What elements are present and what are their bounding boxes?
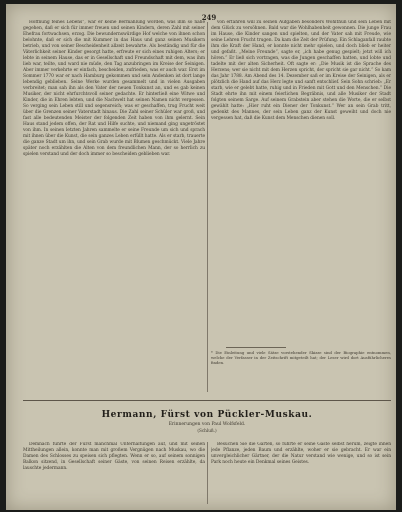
right-column-text	[211, 20, 391, 394]
bottom-left-column	[23, 442, 205, 504]
newspaper-page	[6, 4, 396, 510]
left-column-paragraph: Hoffnung feines Lebens“, war er keine Bermählung worden, was ihm so nahe gegehen, daß er sich für immer freuen und seinen Kindern, deren Zahl mit seiner Ehefrau fortwachsen, erzog. Die bewundernswürdige Hof welche von ihnen schon belohnte, daß er sich die mit Kummer in das Haus und ganz seinen Musikern betrieb, und von seiner Bescheidenheit allzeit bewahrte. Als beständig und für die Väterlichkeit seiner Kinder gesorgt hatte, erfreute er sich eines ruhigen Alters; er lebte in seinem Hause, das er in Gesellschaft und Freundschaft mit dem, was ihm lieb war, teilte, und ward nie müde, den Tag anzubringen im Kreise der Seinigen. Aber immer verkehrte er einfach, bescheiden, zufrieden, was er auch war. Erst im Sommer 1770 war er nach Hamburg gekommen und sein Andenken ist dort lange lebendig geblieben. Seine Werke wurden gesammelt und in vielen Ausgaben verbreitet; man sah ihn als den Vater der neuen Tonkunst an, und es gab keinen Musiker, der nicht ehrfurchtsvoll seiner gedachte. Er hinterließ eine Witwe und Kinder, die in Ehren lebten, und die Nachwelt hat seinen Namen nicht vergessen. So verging sein Leben still und segensreich; was er geschaffen, trug Frucht weit über die Grenzen seiner Vaterstadt hinaus. Die Zahl seiner Schüler war groß, und fast alle bedeutenden Meister der folgenden Zeit haben von ihm gelernt. Sein Haus stand jedem offen, der Rat und Hilfe suchte, und niemand ging ungetröstet von ihm. In seinen letzten Jahren sammelte er seine Freunde um sich und sprach mit ihnen über die Kunst, die sein ganzes Leben erfüllt hatte. Als er starb, trauerte die ganze Stadt um ihn, und sein Grab wurde mit Blumen geschmückt. Viele Jahre später noch erzählten die Alten von dem freundlichen Mann, der so herrlich zu spielen verstand und der doch immer so bescheiden geblieben war.	[23, 20, 205, 157]
article-note: (Schluß.)	[197, 428, 217, 433]
bottom-left-paragraph: Demnach führte der Fürst manchmal Unterhaltungen auf, und mit seinen Mittheilungen allein, konnte man mit großem Vergnügen nach Muskau, wo die Damen des Schlosses zu speisen sich pflegten. Wenn er so, auf seinem sonnigen Balkon sitzend, in Gesellschaft seiner Gäste, von seinen Reisen erzählte, da lauschte jedermann.	[23, 442, 205, 471]
section-rule	[23, 400, 391, 401]
article-subtitle: Erinnerungen von Paul Wolfsfeld.	[168, 422, 246, 427]
footnote: * Die Einleitung und viele Sätze vorstehender Skizze sind der Biographie entnommen, welche der Verfasser in der Zeitschrift mitgeteilt hat; der Leser wird dort Ausführlicheres finden.	[211, 350, 391, 365]
page-number: 249	[201, 13, 217, 22]
column-divider	[207, 22, 208, 392]
right-column-paragraph: von erfahren will zu seinen Aufgaben besonders Wohlthun und sein Leben mit dem Glück zu versöhnen. Bald war die Wohlhabenheit gewonnen. Die junge Frau im Hause, die Kinder sangen und spielten, und der Vater sah mit Freude, wie seine Lehren Frucht trugen. Da kam die Zeit der Prüfung. Ein Schlaganfall raubte ihm die Kraft der Hand, er konnte nicht mehr spielen, und doch blieb er heiter und gefaßt. „Meine Freunde“, sagte er, „ich habe genug gespielt; jetzt will ich hören.“ Er ließ sich vortragen, was die Jungen geschaffen hatten, und lobte und tadelte mit der alten Sicherheit. Oft sagte er: „Die Musik ist die Sprache des Herzens; wer sie nicht mit dem Herzen spricht, der spricht sie gar nicht.“ So kam das Jahr 1788. Am Abend des 14. Dezember saß er im Kreise der Seinigen, als er plötzlich die Hand auf das Herz legte und sanft entschlief. Sein Sohn schrieb: „Er starb, wie er gelebt hatte, ruhig und in Frieden mit Gott und den Menschen.“ Die Stadt ehrte ihn mit einem feierlichen Begräbnis, und alle Musiker der Stadt folgten seinem Sarge. Auf seinem Grabstein aber stehen die Worte, die er selbst gewählt hatte: „Hier ruht ein Diener der Tonkunst.“ Wer an sein Grab tritt, gedenkt des Mannes, der sein Leben ganz der Kunst geweiht und doch nie vergessen hat, daß die Kunst dem Menschen dienen soll.	[211, 20, 391, 121]
article-title: Hermann, Fürst von Pückler-Muskau.	[101, 410, 313, 420]
footnote-rule	[226, 347, 286, 348]
bottom-right-paragraph: Besuchen Sie die Gärten, so führte er seine Gäste selbst herum, zeigte ihnen jede Pflanze, jeden Baum und erzählte, woher er sie gebracht. Er war ein unvergleichlicher Gärtner, der die Natur verstand wie wenige, und so ist sein Park noch heute ein Denkmal seines Geistes.	[211, 442, 391, 465]
lower-column-divider	[207, 442, 208, 504]
bottom-right-column	[211, 442, 391, 504]
left-column-text	[23, 20, 205, 394]
